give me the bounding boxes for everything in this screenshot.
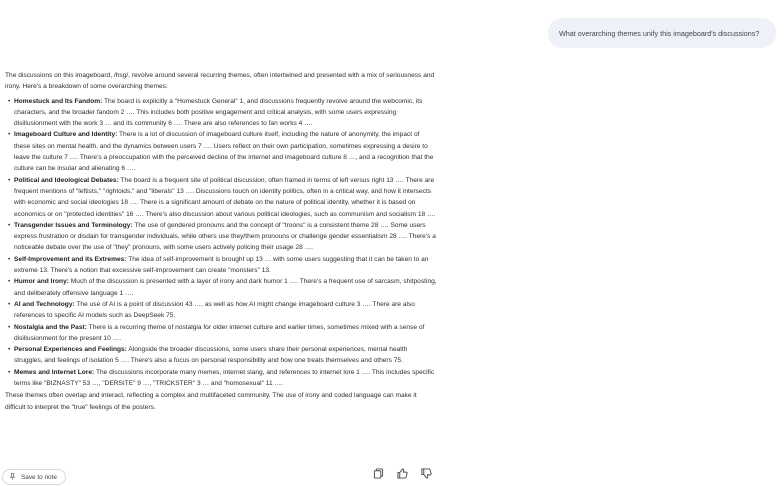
theme-text: The board is a frequent site of political discussion, often framed in terms of left versus right 13 …. There are frequent mentions of "leftists," "rightoids," and "liberals" 13 …. Discussions touch on identity politics, often in a critical way, and how it intersects with economic and social ideologies 18 …. There is a significant amount of debate on the nature of political identity, whether it is based on economics or on "protected identities" 16 …. There's also discussion about various political ideologies, such as communism and socialism 18 ….	[14, 176, 436, 218]
theme-text: The discussions incorporate many memes, internet slang, and references to internet lore 1 …. This includes specific terms like "BIZNASTY" 53 …, "DERSITE" 9 …, "TRICKSTER" 3 … and "homosexual" 11 ….	[14, 368, 435, 388]
theme-item	[5, 322, 437, 345]
copy-button[interactable]	[372, 468, 384, 482]
theme-title: Self-Improvement and its Extremes:	[14, 255, 127, 263]
theme-text: Much of the discussion is presented with a layer of irony and dark humor 1 …. There's a frequent use of sarcasm, shitposting, and deliberately offensive language 1 ….	[14, 278, 437, 297]
theme-text: There is a recurring theme of nostalgia for older internet culture and earlier times, sometimes mixed with a sense of disillusionment for the present 10 ….	[14, 323, 425, 342]
pin-icon	[9, 473, 16, 482]
theme-title: Memes and Internet Lore:	[14, 368, 95, 376]
thumbs-up-icon	[397, 466, 408, 484]
response-actions	[372, 468, 432, 482]
theme-item	[5, 276, 437, 299]
theme-item	[5, 367, 437, 390]
theme-text: The idea of self-improvement is brought up 13 … with some users suggesting that it can be taken to an extreme 13. There's a notion that excessive self-improvement can create "monsters" 13.	[14, 255, 429, 275]
theme-item	[5, 96, 437, 130]
user-message-bubble	[548, 18, 776, 48]
user-message-text: What overarching themes unify this imageboard's discussions?	[559, 28, 760, 38]
theme-list	[5, 96, 437, 390]
theme-title: Political and Ideological Debates:	[14, 176, 119, 184]
save-to-note-label: Save to note	[21, 473, 57, 481]
theme-title: Homestuck and Its Fandom:	[14, 97, 103, 105]
theme-item	[5, 344, 437, 367]
theme-text: The board is explicitly a "Homestuck General" 1, and discussions frequently revolve around the webcomic, its characters, and the broader fandom 2 …. This includes both positive engagement and critical analysis, with some users expressing disillusionment with the work 3 … and its community 6 …. There are also references to fan works 4 ….	[14, 97, 423, 128]
theme-item	[5, 175, 437, 220]
response-outro: These themes often overlap and interact, reflecting a complex and multifaceted community. The use of irony and coded language can make it difficult to interpret the "true" feelings of the posters.	[5, 392, 417, 411]
theme-text: The use of gendered pronouns and the concept of "troons" is a consistent theme 28 …. Some users express frustration or disdain for transgender individuals, while others use they/them pronouns or challenge gender essentialism 28 …. There's a noticeable debate over the use of "they" pronouns, with some users actively policing their usage 28 ….	[14, 221, 436, 252]
theme-item	[5, 254, 437, 277]
save-to-note-button[interactable]	[2, 469, 66, 485]
thumbs-down-button[interactable]	[420, 468, 432, 482]
response-intro: The discussions on this imageboard, /hsg/, revolve around several recurring themes, often intertwined and presented with a mix of seriousness and irony. Here's a breakdown of some overarching themes:	[5, 72, 435, 91]
theme-title: Imageboard Culture and Identity:	[14, 131, 118, 139]
theme-text: There is a lot of discussion of imageboard culture itself, including the nature of anonymity, the impact of these sites on mental health, and the dynamics between users 7 …. Users reflect on their own participation, sometimes expressing a desire to leave the culture 7 …. There's a preoccupation with the perceived decline of the internet and imageboard culture 8 …, and a recognition that the culture can be insular and alienating 6 ….	[14, 131, 434, 173]
theme-title: Nostalgia and the Past:	[14, 323, 87, 331]
theme-item	[5, 299, 437, 322]
theme-title: AI and Technology:	[14, 300, 75, 308]
theme-text: The use of AI is a point of discussion 43 …, as well as how AI might change imageboard culture 3 …. There are also references to specific AI models such as DeepSeek 75.	[14, 300, 415, 320]
copy-icon	[373, 466, 384, 484]
assistant-response	[5, 70, 437, 413]
thumbs-up-button[interactable]	[396, 468, 408, 482]
theme-title: Humor and Irony:	[14, 278, 69, 286]
theme-title: Personal Experiences and Feelings:	[14, 346, 127, 354]
thumbs-down-icon	[421, 466, 432, 484]
theme-item	[5, 129, 437, 174]
theme-item	[5, 220, 437, 254]
theme-title: Transgender Issues and Terminology:	[14, 221, 133, 229]
theme-text: Alongside the broader discussions, some users share their personal experiences, mental health struggles, and feelings of isolation 5 …. There's also a focus on personal responsibility and how one treats themselves and others 75.	[14, 346, 408, 365]
